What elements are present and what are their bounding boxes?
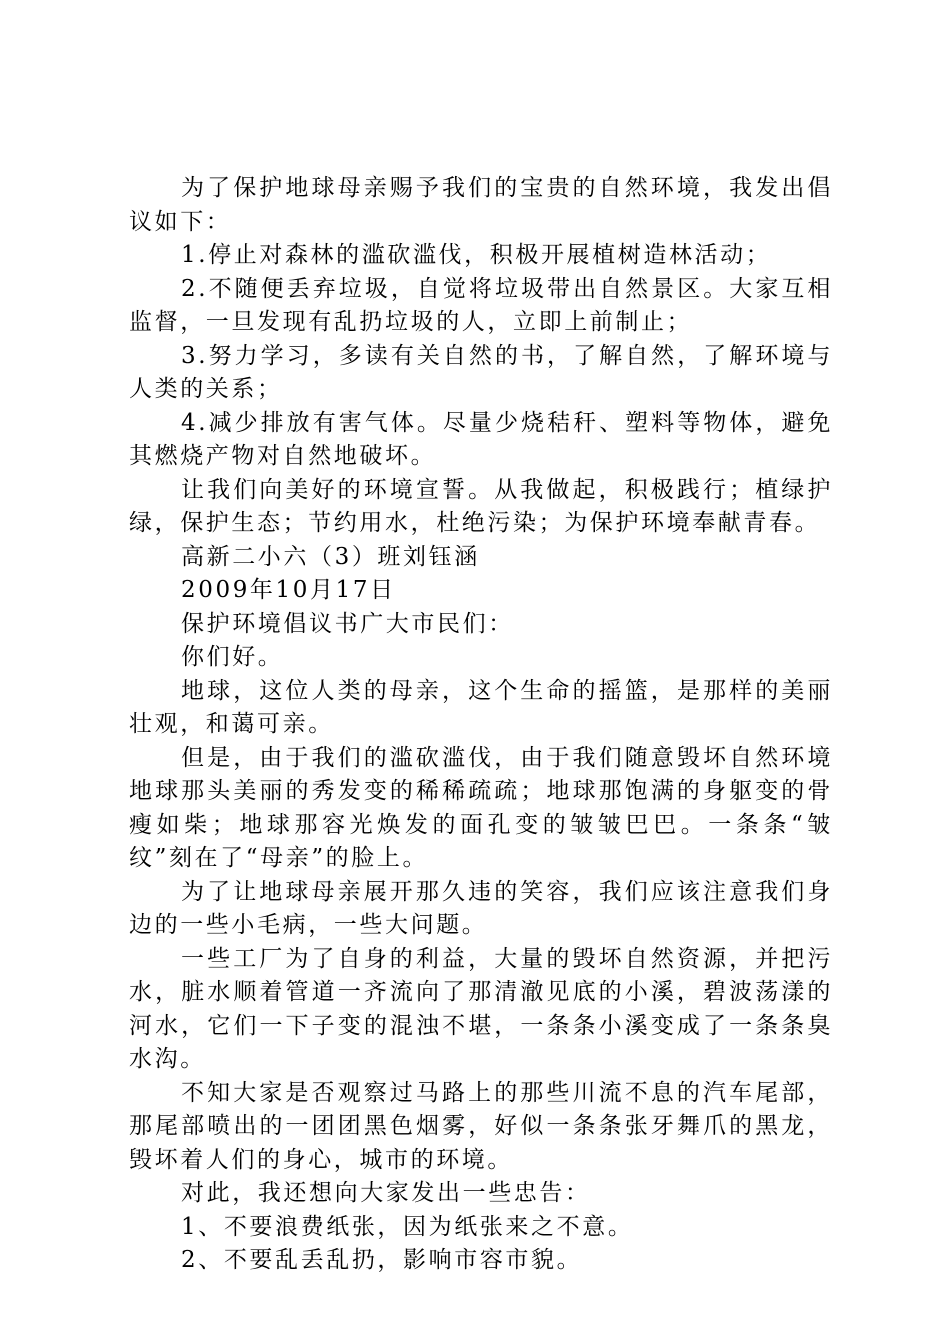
earth-paragraph: 地球，这位人类的母亲，这个生命的摇篮，是那样的美丽壮观，和蔼可亲。 — [129, 677, 833, 737]
second-title-line: 保护环境倡议书广大市民们： — [181, 610, 514, 637]
proposal-item-2: 2.不随便丢弃垃圾，自觉将垃圾带出自然景区。大家互相监督，一旦发现有乱扔垃圾的人，立即上前制止； — [129, 275, 833, 335]
proposal-item-3: 3.努力学习，多读有关自然的书，了解自然，了解环境与人类的关系； — [129, 342, 833, 402]
smile-paragraph: 为了让地球母亲展开那久违的笑容，我们应该注意我们身边的一些小毛病，一些大问题。 — [129, 878, 833, 938]
advice-item-1: 1、不要浪费纸张，因为纸张来之不意。 — [181, 1213, 634, 1240]
exhaust-paragraph: 不知大家是否观察过马路上的那些川流不息的汽车尾部，那尾部喷出的一团团黑色烟雾，好似一条条张牙舞爪的黑龙，毁坏着人们的身心，城市的环境。 — [129, 1079, 833, 1173]
intro-paragraph: 为了保护地球母亲赐予我们的宝贵的自然环境，我发出倡议如下： — [129, 175, 833, 235]
advice-item-2: 2、不要乱丢乱扔，影响市容市貌。 — [181, 1247, 583, 1273]
author-line: 高新二小六（3）班刘钰涵 — [181, 543, 480, 570]
date-line: 2009年10月17日 — [181, 577, 396, 603]
factory-paragraph: 一些工厂为了自身的利益，大量的毁坏自然资源，并把污水，脏水顺着管道一齐流向了那清澈见底的小溪，碧波荡漾的河水，它们一下子变的混浊不堪，一条条小溪变成了一条条臭水沟。 — [129, 945, 833, 1072]
damage-paragraph: 但是，由于我们的滥砍滥伐，由于我们随意毁坏自然环境地球那头美丽的秀发变的稀稀疏疏；地球那饱满的身躯变的骨瘦如柴；地球那容光焕发的面孔变的皱皱巴巴。一条条“皱纹”刻在了“母亲”的脸上。 — [129, 744, 833, 871]
document-body — [129, 172, 833, 1278]
advice-intro: 对此，我还想向大家发出一些忠告： — [181, 1180, 591, 1206]
proposal-item-1: 1.停止对森林的滥砍滥伐，积极开展植树造林活动； — [181, 242, 772, 268]
pledge-paragraph: 让我们向美好的环境宣誓。从我做起，积极践行；植绿护绿，保护生态；节约用水，杜绝污染；为保护环境奉献青春。 — [129, 476, 833, 536]
proposal-item-4: 4.减少排放有害气体。尽量少烧秸秆、塑料等物体，避免其燃烧产物对自然地破坏。 — [129, 409, 833, 469]
greeting-line: 你们好。 — [181, 644, 284, 670]
